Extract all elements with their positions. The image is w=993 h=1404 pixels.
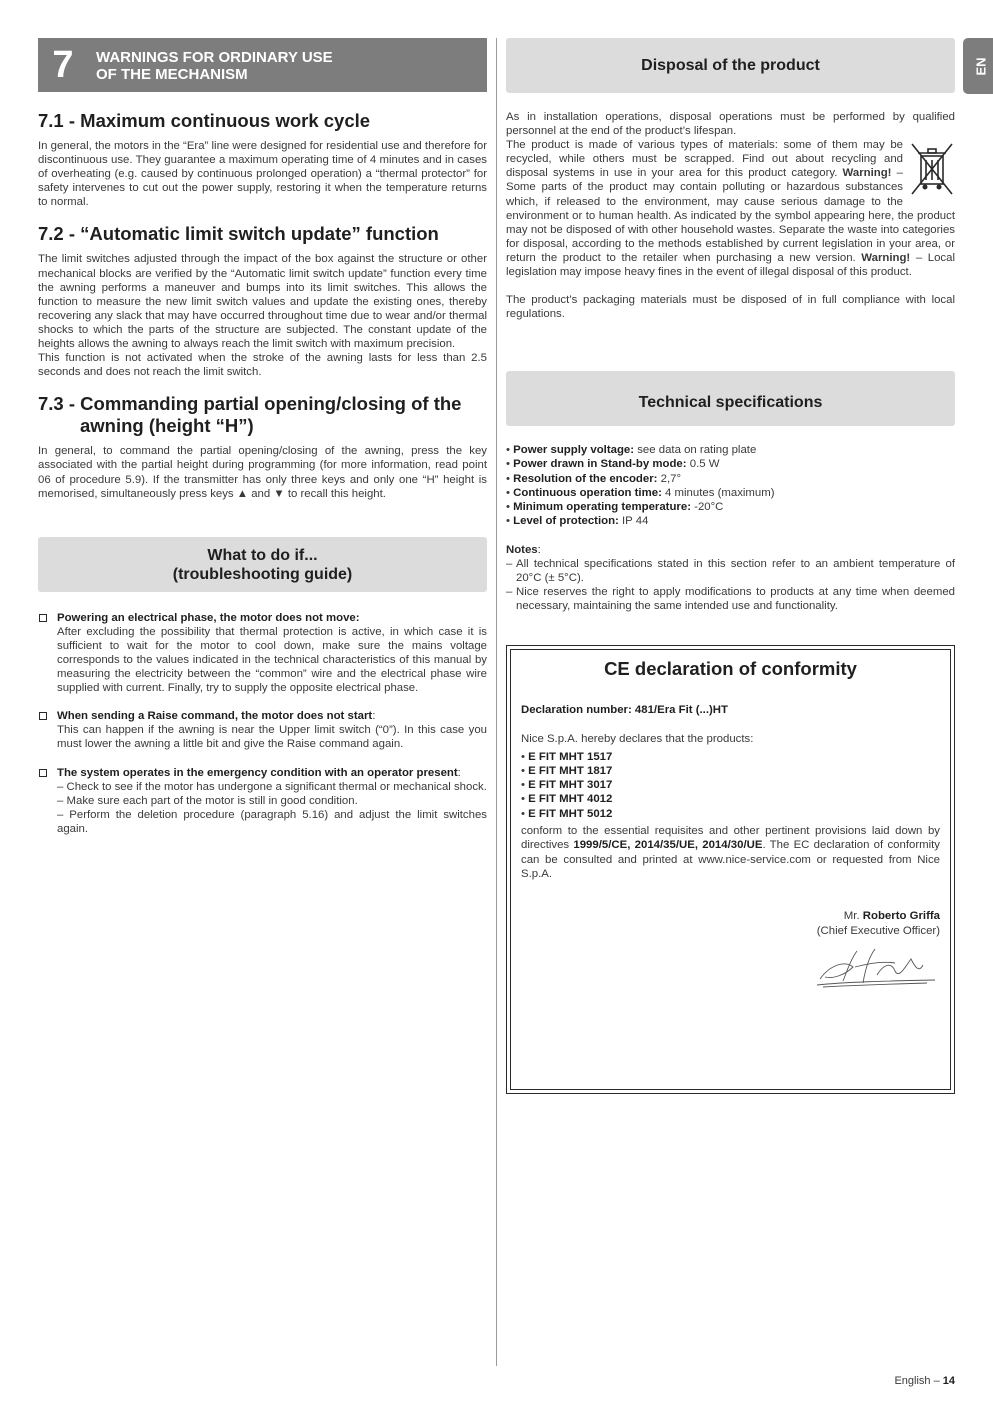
trouble-item-text: – Check to see if the motor has undergone a significant thermal or mechanical shock.	[57, 780, 487, 793]
language-tab-label: EN	[973, 57, 989, 76]
ce-product-item: • E FIT MHT 1517	[521, 750, 613, 763]
ce-product-name: E FIT MHT 1517	[528, 750, 613, 763]
checkbox-square-icon	[39, 712, 47, 720]
trouble-item-title-suffix: :	[372, 710, 376, 723]
chapter-title-line2: OF THE MECHANISM	[96, 66, 248, 83]
spec-value: -20°C	[691, 501, 724, 514]
ce-product-item: • E FIT MHT 3017	[521, 779, 613, 792]
ce-decl-number-text: Declaration number: 481/Era Fit (...)HT	[521, 704, 728, 716]
signature-image	[815, 945, 940, 989]
trouble-item-text: After excluding the possibility that thermal protection is active, in which case it is sufficient to wait for the motor to cool down, make sure the mains voltage corresponds to the values indicated in the technical characteristics of this manual by measuring the electricity between the “common” wire and the electrical phase wire supplied with current. Finally, try to supply the opposite electrical phase.	[57, 625, 487, 695]
section-7-2-heading: 7.2 - “Automatic limit switch update” function	[38, 223, 439, 245]
ce-conform-part2: . The EC declaration of conformity can be consulted and printed at www.nice-service.com or requested from Nice S.p.A.	[521, 839, 940, 880]
trouble-item-title-suffix: :	[457, 766, 461, 779]
trouble-item-text: – Perform the deletion procedure (paragraph 5.16) and adjust the limit switches again.	[57, 808, 487, 835]
disposal-title-box	[506, 38, 955, 93]
spec-item: • Power supply voltage: see data on rating plate	[506, 444, 757, 456]
ce-product-name: E FIT MHT 1817	[528, 764, 613, 777]
section-7-2-note: This function is not activated when the stroke of the awning lasts for less than 2.5 seconds and does not reach the limit switch.	[38, 352, 487, 379]
ce-product-name: E FIT MHT 5012	[528, 807, 613, 820]
ce-signer-role: (Chief Executive Officer)	[816, 924, 940, 937]
disposal-p1: As in installation operations, disposal operations must be performed by qualified personnel at the end of the product’s lifespan.	[506, 111, 955, 138]
page-footer	[894, 1375, 955, 1387]
chapter-number: 7	[52, 44, 74, 86]
spec-label: Continuous operation time:	[513, 486, 662, 499]
ce-signer-prefix: Mr.	[843, 910, 863, 923]
spec-value: IP 44	[618, 515, 649, 528]
tech-specs-list	[506, 443, 955, 529]
section-7-3-heading-line2: awning (height “H”)	[80, 415, 254, 437]
disposal-p2-part1: The product is made of various types of materials: some of them may be recycled, while others must be scrapped. Find out about recycling and disposal systems in use in your area for this product category.	[506, 139, 903, 180]
ce-signer-line	[521, 909, 940, 923]
spec-item: • Power drawn in Stand-by mode: 0.5 W	[506, 458, 720, 471]
spec-value: 2,7°	[657, 472, 682, 485]
spec-value: 0.5 W	[686, 458, 720, 471]
trouble-item-title	[57, 611, 487, 625]
trouble-item	[38, 766, 487, 836]
section-7-2-body: The limit switches adjusted through the impact of the box against the structure or other mechanical blocks are verified by the “Automatic limit switch update” function every time the awning performs a maneuver and bumps into its limit switches. This allows the function to measure the new limit switch values and update the existing ones, thereby recovering any slack that may have occurred throughout time due to wear and/or thermal shocks to which the parts of the structure are subjected. The constant update of the heights allows the awning to always reach the limit switch with maximum precision.	[38, 253, 487, 351]
section-7-3-heading	[38, 393, 487, 437]
section-7-1-heading: 7.1 - Maximum continuous work cycle	[38, 110, 371, 131]
notes-label: Notes	[506, 543, 538, 556]
disposal-content	[506, 110, 955, 321]
tech-specs-content	[506, 443, 955, 613]
spec-item: • Continuous operation time: 4 minutes (maximum)	[506, 486, 775, 499]
disposal-title: Disposal of the product	[641, 57, 820, 74]
spec-label: Power supply voltage:	[513, 444, 635, 456]
checkbox-square-icon	[39, 614, 47, 622]
spec-value: 4 minutes (maximum)	[661, 486, 775, 499]
ce-title: CE declaration of conformity	[604, 658, 857, 679]
troubleshooting-title-line2: (troubleshooting guide)	[172, 565, 353, 583]
disposal-warning-1: Warning!	[842, 167, 892, 180]
weee-bin-icon	[909, 140, 955, 198]
disposal-p3: The product’s packaging materials must be disposed of in full compliance with local regulations.	[506, 294, 955, 321]
ce-product-name: E FIT MHT 4012	[528, 793, 613, 806]
footer-language: English –	[894, 1375, 943, 1387]
section-7-1-body: In general, the motors in the “Era” line were designed for residential use and therefore for discontinuous use. They guarantee a maximum operating time of 4 minutes and in cases of overheating (e.g. caused by continuous prolonged operation) a “thermal protector” for safety intervenes to cut out the power supply, restoring it when the temperature returns to normal.	[38, 140, 487, 209]
chapter-title	[96, 49, 333, 83]
column-divider	[496, 38, 497, 1366]
spec-label: Minimum operating temperature:	[513, 501, 691, 514]
trouble-item-text: – Make sure each part of the motor is still in good condition.	[57, 794, 358, 807]
ce-signer	[521, 909, 940, 938]
ce-directives: 1999/5/CE, 2014/35/UE, 2014/30/UE	[573, 839, 763, 852]
notes-list	[506, 557, 955, 613]
spec-item: • Resolution of the encoder: 2,7°	[506, 472, 682, 485]
language-tab	[963, 38, 993, 94]
trouble-item	[38, 611, 487, 696]
ce-conform-part1: conform to the essential requisites and other pertinent provisions laid down by directives	[521, 825, 940, 852]
trouble-item-title-text: When sending a Raise command, the motor does not start	[57, 710, 373, 723]
ce-decl-number	[521, 703, 940, 717]
ce-product-name: E FIT MHT 3017	[528, 779, 613, 792]
note-text: Nice reserves the right to apply modifications to products at any time when deemed necessary, maintaining the same intended use and functionality.	[516, 585, 955, 613]
disposal-p2-part3: – Local legislation may impose heavy fines in the event of illegal disposal of this product.	[506, 251, 955, 279]
disposal-p2-part2: – Some parts of the product may contain polluting or hazardous substances which, if released to the environment, may cause serious damage to the environment or to human health. As indicated by the symbol appearing here, the product may not be disposed of with other household wastes. Separate the waste into categories for disposal, according to the methods established by current legislation in your area, or return the product to the retailer when purchasing a new version.	[506, 167, 955, 264]
spec-item: • Level of protection: IP 44	[506, 515, 649, 528]
trouble-item-title	[57, 709, 487, 723]
troubleshooting-title-box	[38, 537, 487, 592]
trouble-item-title-text: The system operates in the emergency condition with an operator present	[57, 766, 458, 779]
disposal-warning-2: Warning!	[861, 251, 911, 264]
trouble-item-title	[57, 766, 487, 780]
tech-specs-title: Technical specifications	[638, 394, 823, 411]
ce-product-item: • E FIT MHT 5012	[521, 807, 613, 820]
ce-signer-name: Roberto Griffa	[862, 910, 940, 923]
note-text: All technical specifications stated in this section refer to an ambient temperature of 20°C (± 5°C).	[516, 557, 955, 584]
troubleshooting-list	[38, 611, 487, 836]
notes-heading: Notes:	[506, 543, 541, 556]
note-item: – Nice reserves the right to apply modifications to products at any time when deemed necessary, maintaining the same intended use and functionality.	[506, 585, 955, 613]
disposal-p2	[506, 138, 955, 279]
ce-declaration-inner	[510, 649, 951, 1090]
page-number: 14	[942, 1375, 955, 1387]
section-7-3-heading-line1: 7.3 - Commanding partial opening/closing of the	[38, 393, 462, 415]
troubleshooting-title-line1: What to do if...	[207, 546, 318, 564]
spec-value: see data on rating plate	[634, 444, 757, 456]
ce-intro: Nice S.p.A. hereby declares that the products:	[521, 733, 754, 746]
ce-declaration-box	[506, 645, 955, 1094]
tech-specs-title-box	[506, 371, 955, 426]
chapter-header	[38, 38, 487, 92]
trouble-item-title-text: Powering an electrical phase, the motor does not move:	[57, 611, 360, 624]
checkbox-square-icon	[39, 769, 47, 777]
ce-conformity-text	[521, 824, 940, 881]
spec-label: Power drawn in Stand-by mode:	[513, 458, 687, 471]
section-7-3-body: In general, to command the partial opening/closing of the awning, press the key associated with the partial height during programming (for more information, read point 06 of procedure 5.9). If the transmitter has only three keys and only one “H” height is memorised, simultaneously press keys ▲ and ▼ to recall this height.	[38, 445, 487, 500]
trouble-item	[38, 709, 487, 751]
spec-label: Resolution of the encoder:	[513, 472, 658, 485]
note-item: – All technical specifications stated in this section refer to an ambient temperature of 20°C (± 5°C).	[506, 557, 955, 584]
trouble-item-text: This can happen if the awning is near the Upper limit switch (“0”). In this case you must lower the awning a little bit and give the Raise command again.	[57, 724, 487, 751]
right-column	[506, 38, 955, 937]
spec-label: Level of protection:	[513, 515, 619, 528]
ce-product-item: • E FIT MHT 4012	[521, 793, 613, 806]
left-column	[38, 38, 487, 836]
ce-product-item: • E FIT MHT 1817	[521, 764, 613, 777]
ce-product-list	[521, 750, 940, 821]
chapter-title-line1: WARNINGS FOR ORDINARY USE	[96, 49, 333, 66]
spec-item: • Minimum operating temperature: -20°C	[506, 501, 724, 514]
